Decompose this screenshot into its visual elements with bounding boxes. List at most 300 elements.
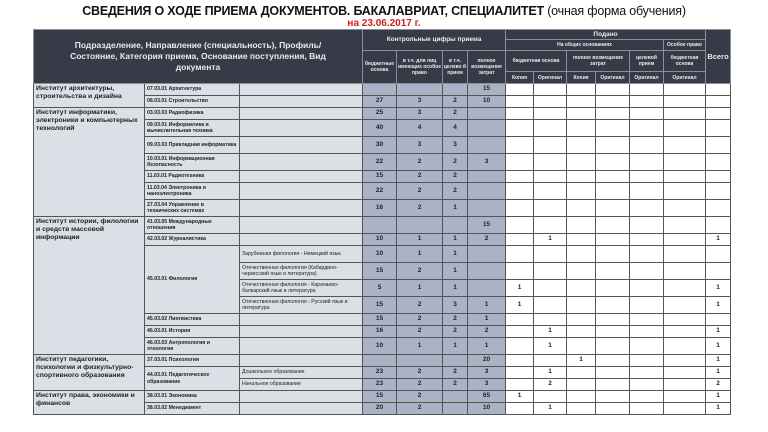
- direction-name: 46.03.01 История: [145, 326, 240, 338]
- control-figure-cell: 1: [443, 263, 468, 280]
- submitted-cell: 1: [534, 403, 567, 415]
- submitted-cell: [630, 84, 664, 96]
- control-figure-cell: 10: [363, 246, 397, 263]
- submitted-cell: [567, 84, 596, 96]
- submitted-cell: [567, 171, 596, 183]
- direction-name: 27.03.04 Управление в технических системах: [145, 200, 240, 217]
- control-figure-cell: 1: [397, 338, 443, 355]
- submitted-cell: [596, 183, 630, 200]
- profile-name: [240, 326, 363, 338]
- submitted-cell: [534, 183, 567, 200]
- submitted-cell: [630, 246, 664, 263]
- total-cell: [706, 171, 731, 183]
- submitted-cell: [630, 355, 664, 367]
- control-figure-cell: 22: [363, 183, 397, 200]
- submitted-cell: [596, 314, 630, 326]
- submitted-cell: [534, 200, 567, 217]
- table-row: [34, 84, 731, 96]
- submitted-cell: [506, 355, 534, 367]
- profile-name: Отечественная филология - Русский язык и литература: [240, 297, 363, 314]
- submitted-cell: [506, 108, 534, 120]
- control-figure-cell: 1: [397, 280, 443, 297]
- submitted-cell: 1: [506, 280, 534, 297]
- submitted-cell: [596, 137, 630, 154]
- header-doc-original: Оригинал: [664, 72, 706, 84]
- institute-name: Институт истории, филологии и средств массовой информации: [34, 217, 145, 355]
- direction-name: 07.03.01 Архитектура: [145, 84, 240, 96]
- control-figure-cell: 1: [443, 338, 468, 355]
- control-figure-cell: [443, 403, 468, 415]
- control-figure-cell: 1: [443, 280, 468, 297]
- submitted-cell: [630, 217, 664, 234]
- report-date: на 23.06.2017 г.: [347, 18, 421, 29]
- profile-name: [240, 234, 363, 246]
- submitted-cell: 1: [534, 326, 567, 338]
- profile-name: [240, 403, 363, 415]
- control-figure-cell: 3: [468, 379, 506, 391]
- profile-name: [240, 391, 363, 403]
- submitted-cell: 1: [534, 338, 567, 355]
- control-figure-cell: 15: [468, 217, 506, 234]
- control-figure-cell: 2: [397, 403, 443, 415]
- submitted-cell: [534, 246, 567, 263]
- control-figure-cell: [468, 263, 506, 280]
- submitted-cell: [506, 338, 534, 355]
- control-figure-cell: 2: [397, 183, 443, 200]
- total-cell: [706, 154, 731, 171]
- control-figure-cell: 1: [468, 297, 506, 314]
- profile-name: Отечественная филология (Кабардино-черкесский язык и литература): [240, 263, 363, 280]
- submitted-cell: [506, 246, 534, 263]
- control-figure-cell: 2: [397, 314, 443, 326]
- submitted-cell: [596, 154, 630, 171]
- direction-name: 37.03.01 Психология: [145, 355, 240, 367]
- direction-name: 45.03.01 Филология: [145, 246, 240, 314]
- submitted-cell: [506, 183, 534, 200]
- profile-name: [240, 137, 363, 154]
- submitted-cell: [630, 379, 664, 391]
- control-figure-cell: 2: [397, 379, 443, 391]
- header-special: Особое право: [664, 40, 706, 51]
- submitted-cell: [664, 137, 706, 154]
- submitted-cell: [567, 96, 596, 108]
- header-group-paid: полное возмещение затрат: [567, 51, 630, 72]
- submitted-cell: [664, 96, 706, 108]
- submitted-cell: [596, 234, 630, 246]
- direction-name: 09.03.03 Прикладная информатика: [145, 137, 240, 154]
- control-figure-cell: 2: [397, 326, 443, 338]
- submitted-cell: [630, 234, 664, 246]
- total-cell: 1: [706, 297, 731, 314]
- submitted-cell: [567, 263, 596, 280]
- control-figure-cell: 20: [468, 355, 506, 367]
- submitted-cell: [630, 137, 664, 154]
- submitted-cell: [506, 137, 534, 154]
- control-figure-cell: [363, 355, 397, 367]
- table-row: [34, 355, 731, 367]
- submitted-cell: [630, 403, 664, 415]
- submitted-cell: 1: [506, 391, 534, 403]
- control-figure-cell: 23: [363, 367, 397, 379]
- submitted-cell: [596, 391, 630, 403]
- total-cell: [706, 183, 731, 200]
- control-figure-cell: 2: [397, 154, 443, 171]
- control-figure-cell: [443, 217, 468, 234]
- submitted-cell: [567, 379, 596, 391]
- submitted-cell: [596, 280, 630, 297]
- control-figure-cell: 22: [363, 154, 397, 171]
- submitted-cell: [630, 338, 664, 355]
- direction-name: 45.03.02 Лингвистика: [145, 314, 240, 326]
- admissions-table: [33, 29, 731, 415]
- header-doc-original: Оригинал: [630, 72, 664, 84]
- control-figure-cell: 4: [443, 120, 468, 137]
- submitted-cell: [506, 234, 534, 246]
- submitted-cell: [664, 355, 706, 367]
- control-figure-cell: 2: [397, 367, 443, 379]
- submitted-cell: 1: [567, 355, 596, 367]
- control-figure-cell: [397, 84, 443, 96]
- submitted-cell: [664, 120, 706, 137]
- total-cell: 2: [706, 379, 731, 391]
- submitted-cell: [506, 367, 534, 379]
- submitted-cell: [596, 379, 630, 391]
- submitted-cell: [506, 120, 534, 137]
- control-figure-cell: 2: [397, 391, 443, 403]
- submitted-cell: [567, 154, 596, 171]
- submitted-cell: 1: [534, 234, 567, 246]
- submitted-cell: [630, 183, 664, 200]
- submitted-cell: [630, 297, 664, 314]
- submitted-cell: [506, 171, 534, 183]
- total-cell: [706, 200, 731, 217]
- submitted-cell: [630, 391, 664, 403]
- submitted-cell: [664, 84, 706, 96]
- control-figure-cell: 3: [397, 108, 443, 120]
- control-figure-cell: [468, 246, 506, 263]
- submitted-cell: [567, 403, 596, 415]
- submitted-cell: [596, 96, 630, 108]
- control-figure-cell: 1: [397, 246, 443, 263]
- control-figure-cell: 1: [443, 200, 468, 217]
- direction-name: 10.03.01 Информационная безопасность: [145, 154, 240, 171]
- submitted-cell: [567, 297, 596, 314]
- submitted-cell: [567, 338, 596, 355]
- total-cell: 1: [706, 234, 731, 246]
- submitted-cell: [567, 120, 596, 137]
- title-form: (очная форма обучения): [547, 4, 686, 18]
- profile-name: [240, 355, 363, 367]
- profile-name: [240, 154, 363, 171]
- total-cell: 1: [706, 355, 731, 367]
- submitted-cell: [506, 200, 534, 217]
- submitted-cell: [567, 217, 596, 234]
- submitted-cell: [630, 154, 664, 171]
- institute-name: Институт архитектуры, строительства и дизайна: [34, 84, 145, 108]
- submitted-cell: [664, 403, 706, 415]
- profile-name: [240, 183, 363, 200]
- profile-name: Начальное образование: [240, 379, 363, 391]
- submitted-cell: [664, 326, 706, 338]
- header-kcp-special: в т.ч. для лиц имеющих особое право: [397, 51, 443, 84]
- submitted-cell: [534, 263, 567, 280]
- submitted-cell: [567, 314, 596, 326]
- total-cell: 1: [706, 338, 731, 355]
- submitted-cell: [630, 96, 664, 108]
- table-row: [34, 217, 731, 234]
- submitted-cell: [506, 154, 534, 171]
- submitted-cell: [506, 96, 534, 108]
- control-figure-cell: 15: [468, 84, 506, 96]
- submitted-cell: [664, 297, 706, 314]
- control-figure-cell: [468, 120, 506, 137]
- control-figure-cell: [468, 137, 506, 154]
- profile-name: [240, 120, 363, 137]
- submitted-cell: [596, 326, 630, 338]
- profile-name: [240, 108, 363, 120]
- header-doc-original: Оригинал: [596, 72, 630, 84]
- control-figure-cell: 20: [363, 403, 397, 415]
- submitted-cell: [630, 108, 664, 120]
- submitted-cell: 1: [506, 297, 534, 314]
- submitted-cell: [664, 246, 706, 263]
- control-figure-cell: [397, 217, 443, 234]
- submitted-cell: [596, 200, 630, 217]
- direction-name: 41.03.05 Международные отношения: [145, 217, 240, 234]
- control-figure-cell: 1: [443, 246, 468, 263]
- control-figure-cell: 3: [468, 154, 506, 171]
- direction-name: 38.03.02 Менеджмент: [145, 403, 240, 415]
- control-figure-cell: 15: [363, 314, 397, 326]
- control-figure-cell: 16: [363, 326, 397, 338]
- control-figure-cell: 1: [443, 234, 468, 246]
- control-figure-cell: 1: [468, 338, 506, 355]
- control-figure-cell: 40: [363, 120, 397, 137]
- control-figure-cell: 4: [397, 120, 443, 137]
- submitted-cell: [506, 84, 534, 96]
- header-kcp-budget: бюджетные основа: [363, 51, 397, 84]
- submitted-cell: [506, 217, 534, 234]
- submitted-cell: [534, 108, 567, 120]
- table-row: [34, 108, 731, 120]
- control-figure-cell: 10: [468, 403, 506, 415]
- submitted-cell: 1: [534, 367, 567, 379]
- submitted-cell: [596, 263, 630, 280]
- direction-name: 44.03.01 Педагогическое образование: [145, 367, 240, 391]
- total-cell: [706, 246, 731, 263]
- profile-name: [240, 338, 363, 355]
- submitted-cell: [630, 280, 664, 297]
- submitted-cell: [506, 403, 534, 415]
- control-figure-cell: [443, 391, 468, 403]
- submitted-cell: [506, 314, 534, 326]
- control-figure-cell: 2: [468, 326, 506, 338]
- total-cell: [706, 314, 731, 326]
- submitted-cell: [534, 314, 567, 326]
- submitted-cell: [567, 246, 596, 263]
- submitted-cell: [534, 137, 567, 154]
- submitted-cell: [596, 217, 630, 234]
- direction-name: 09.03.01 Информатика и вычислительная техника: [145, 120, 240, 137]
- submitted-cell: [534, 297, 567, 314]
- header-control-figures: Контрольные цифры приема: [363, 30, 506, 51]
- control-figure-cell: 2: [397, 171, 443, 183]
- control-figure-cell: 2: [443, 171, 468, 183]
- control-figure-cell: 16: [363, 200, 397, 217]
- submitted-cell: [630, 120, 664, 137]
- submitted-cell: [567, 391, 596, 403]
- profile-name: Зарубежная филология - Немецкий язык: [240, 246, 363, 263]
- header-kcp-paid: полное возмещение затрат: [468, 51, 506, 84]
- control-figure-cell: 15: [363, 391, 397, 403]
- control-figure-cell: 10: [363, 338, 397, 355]
- direction-name: 08.03.01 Строительство: [145, 96, 240, 108]
- control-figure-cell: [443, 84, 468, 96]
- control-figure-cell: 15: [363, 263, 397, 280]
- header-doc-original: Оригинал: [534, 72, 567, 84]
- submitted-cell: [664, 391, 706, 403]
- profile-name: [240, 96, 363, 108]
- submitted-cell: [664, 171, 706, 183]
- submitted-cell: [630, 326, 664, 338]
- table-row: [34, 391, 731, 403]
- total-cell: [706, 120, 731, 137]
- submitted-cell: [534, 154, 567, 171]
- control-figure-cell: 30: [363, 137, 397, 154]
- submitted-cell: [567, 183, 596, 200]
- submitted-cell: [534, 171, 567, 183]
- profile-name: [240, 84, 363, 96]
- control-figure-cell: 2: [443, 367, 468, 379]
- total-cell: 1: [706, 280, 731, 297]
- submitted-cell: [630, 263, 664, 280]
- header-total: Всего: [706, 30, 731, 84]
- control-figure-cell: 2: [443, 314, 468, 326]
- submitted-cell: [664, 234, 706, 246]
- submitted-cell: [506, 263, 534, 280]
- control-figure-cell: 15: [363, 171, 397, 183]
- control-figure-cell: 2: [443, 108, 468, 120]
- submitted-cell: [567, 137, 596, 154]
- control-figure-cell: [468, 280, 506, 297]
- control-figure-cell: 3: [397, 137, 443, 154]
- header-group-budget: бюджетная основа: [506, 51, 567, 72]
- submitted-cell: [664, 200, 706, 217]
- submitted-cell: [664, 183, 706, 200]
- submitted-cell: [630, 171, 664, 183]
- total-cell: [706, 137, 731, 154]
- submitted-cell: [534, 96, 567, 108]
- submitted-cell: [567, 326, 596, 338]
- control-figure-cell: [468, 108, 506, 120]
- header-doc-copy: Копия: [506, 72, 534, 84]
- control-figure-cell: 23: [363, 379, 397, 391]
- submitted-cell: [596, 297, 630, 314]
- direction-name: 42.03.02 Журналистика: [145, 234, 240, 246]
- control-figure-cell: [363, 217, 397, 234]
- control-figure-cell: 2: [397, 297, 443, 314]
- submitted-cell: [664, 108, 706, 120]
- control-figure-cell: [468, 200, 506, 217]
- table-header: [34, 30, 731, 84]
- submitted-cell: [567, 367, 596, 379]
- control-figure-cell: 1: [468, 314, 506, 326]
- header-group-target: целевой прием: [630, 51, 664, 72]
- submitted-cell: [534, 120, 567, 137]
- submitted-cell: [596, 355, 630, 367]
- control-figure-cell: 65: [468, 391, 506, 403]
- institute-name: Институт права, экономики и финансов: [34, 391, 145, 415]
- control-figure-cell: 2: [397, 263, 443, 280]
- control-figure-cell: 2: [468, 234, 506, 246]
- submitted-cell: [596, 403, 630, 415]
- direction-name: 03.03.03 Радиофизика: [145, 108, 240, 120]
- control-figure-cell: [468, 171, 506, 183]
- control-figure-cell: 15: [363, 297, 397, 314]
- submitted-cell: [596, 120, 630, 137]
- total-cell: 1: [706, 326, 731, 338]
- table-body: [34, 84, 731, 415]
- control-figure-cell: 2: [443, 96, 468, 108]
- institute-name: Институт педагогики, психологии и физкультурно-спортивного образования: [34, 355, 145, 391]
- profile-name: [240, 171, 363, 183]
- control-figure-cell: 2: [443, 326, 468, 338]
- control-figure-cell: 1: [397, 234, 443, 246]
- total-cell: [706, 96, 731, 108]
- control-figure-cell: 10: [363, 234, 397, 246]
- submitted-cell: [567, 200, 596, 217]
- control-figure-cell: 3: [443, 297, 468, 314]
- title-main: СВЕДЕНИЯ О ХОДЕ ПРИЕМА ДОКУМЕНТОВ. БАКАЛАВРИАТ, СПЕЦИАЛИТЕТ: [82, 4, 544, 18]
- submitted-cell: [664, 379, 706, 391]
- header-group-special-budget: бюджетная основа: [664, 51, 706, 72]
- control-figure-cell: 2: [443, 154, 468, 171]
- submitted-cell: [664, 217, 706, 234]
- header-doc-copy: Копия: [567, 72, 596, 84]
- submitted-cell: [596, 84, 630, 96]
- control-figure-cell: [397, 355, 443, 367]
- header-submitted: Подано: [506, 30, 706, 40]
- total-cell: 1: [706, 367, 731, 379]
- control-figure-cell: 3: [397, 96, 443, 108]
- control-figure-cell: [468, 183, 506, 200]
- direction-name: 46.03.03 Антропология и этнология: [145, 338, 240, 355]
- submitted-cell: 2: [534, 379, 567, 391]
- direction-name: 11.03.04 Электроника и наноэлектроника: [145, 183, 240, 200]
- submitted-cell: [664, 338, 706, 355]
- submitted-cell: [596, 171, 630, 183]
- submitted-cell: [630, 314, 664, 326]
- direction-name: 38.03.01 Экономика: [145, 391, 240, 403]
- submitted-cell: [567, 108, 596, 120]
- profile-name: [240, 200, 363, 217]
- total-cell: [706, 108, 731, 120]
- submitted-cell: [664, 280, 706, 297]
- submitted-cell: [596, 338, 630, 355]
- profile-name: [240, 314, 363, 326]
- control-figure-cell: 2: [443, 183, 468, 200]
- control-figure-cell: [363, 84, 397, 96]
- submitted-cell: [506, 379, 534, 391]
- submitted-cell: [596, 108, 630, 120]
- header-left: Подразделение, Направление (специальность), Профиль/Состояние, Категория приема, Основание поступления, Вид документа: [34, 30, 363, 84]
- control-figure-cell: 5: [363, 280, 397, 297]
- submitted-cell: [534, 391, 567, 403]
- submitted-cell: [630, 367, 664, 379]
- submitted-cell: [567, 280, 596, 297]
- institute-name: Институт информатики, электроники и компьютерных технологий: [34, 108, 145, 217]
- control-figure-cell: 2: [397, 200, 443, 217]
